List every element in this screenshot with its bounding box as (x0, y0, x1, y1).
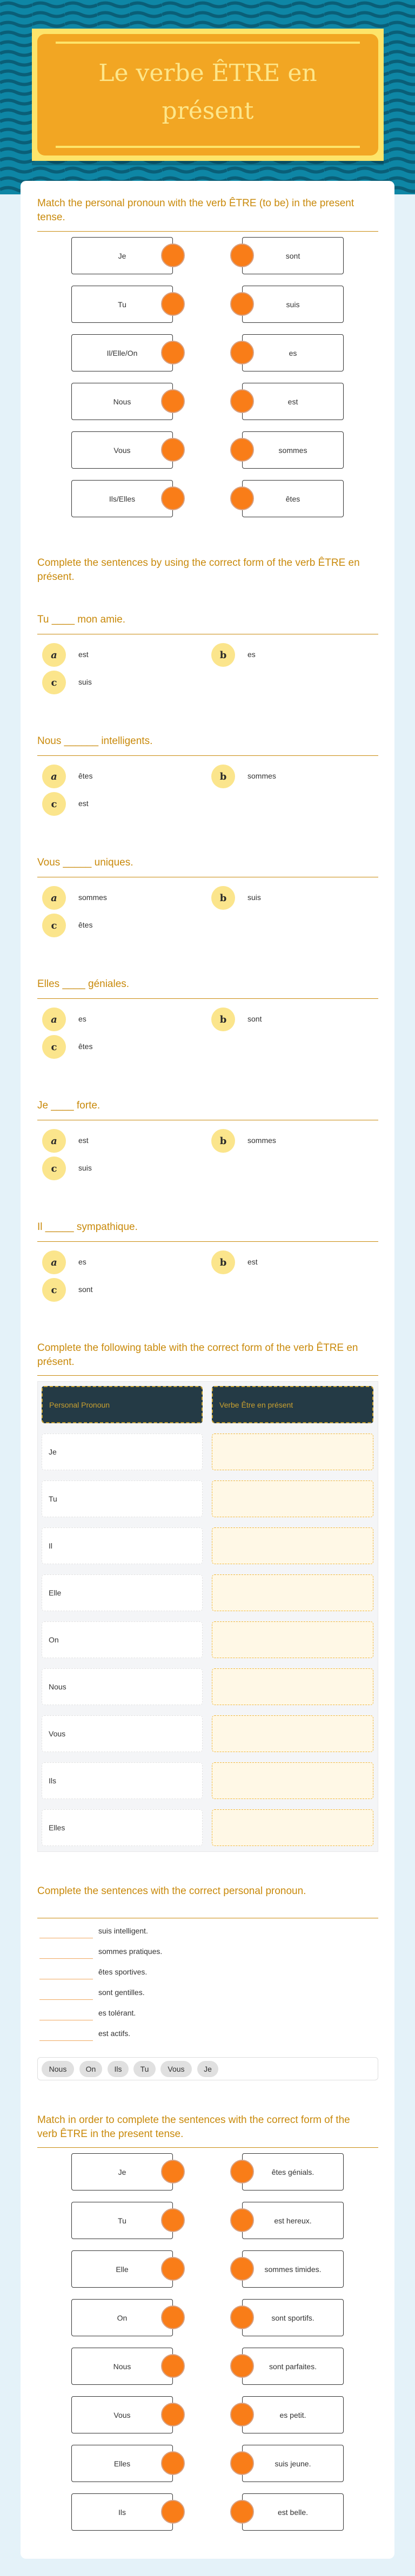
title-banner (32, 29, 384, 161)
match-right-item[interactable]: est (242, 383, 344, 420)
match-right-item[interactable]: es petit. (242, 2396, 344, 2433)
table-cell-pronoun: On (42, 1621, 203, 1658)
match-left-item[interactable]: Tu (71, 286, 173, 323)
question-text: Nous ______ intelligents. (37, 735, 153, 747)
match-left-connector[interactable] (161, 292, 185, 316)
match-right-item[interactable]: est belle. (242, 2493, 344, 2531)
question-text: Je ____ forte. (37, 1100, 101, 1111)
match-left-connector[interactable] (161, 2305, 185, 2329)
answer-blank[interactable] (39, 2013, 93, 2020)
section-3-title: Complete the following table with the correct form of the verb ÊTRE en présent. (37, 1342, 358, 1368)
word-chip[interactable]: Tu (133, 2061, 156, 2077)
match-right-connector[interactable] (230, 438, 254, 462)
table-header-verb: Verbe Être en présent (212, 1386, 373, 1423)
match-right-connector[interactable] (230, 292, 254, 316)
match-right-connector[interactable] (230, 2160, 254, 2183)
section-5-title: Match in order to complete the sentences with the correct form of the verb ÊTRE in the present tense. (37, 2114, 350, 2140)
match-left-item[interactable]: Elles (71, 2445, 173, 2482)
match-right-item[interactable]: est hereux. (242, 2202, 344, 2239)
match-right-item[interactable]: êtes (242, 480, 344, 517)
option-letter-c[interactable]: c (42, 792, 66, 816)
table-answer-dropzone[interactable] (212, 1762, 373, 1799)
option-letter-a[interactable]: a (42, 1250, 66, 1274)
table-answer-dropzone[interactable] (212, 1715, 373, 1752)
match-right-connector[interactable] (230, 2500, 254, 2524)
question-text: Elles ____ géniales. (37, 978, 130, 990)
match-right-connector[interactable] (230, 486, 254, 510)
option-letter-c[interactable]: c (42, 1278, 66, 1302)
section-4-title: Complete the sentences with the correct personal pronoun. (37, 1885, 306, 1897)
match-right-connector[interactable] (230, 2451, 254, 2475)
option-letter-a[interactable]: a (42, 765, 66, 788)
match-right-connector[interactable] (230, 2208, 254, 2232)
option-text[interactable]: es (78, 1015, 86, 1023)
match-left-item[interactable]: On (71, 2299, 173, 2336)
word-chip[interactable]: Nous (42, 2061, 74, 2077)
option-text[interactable]: suis (247, 893, 261, 902)
divider (37, 1241, 378, 1242)
match-left-item[interactable]: Il/Elle/On (71, 334, 173, 371)
option-letter-c[interactable]: c (42, 1157, 66, 1180)
match-left-item[interactable]: Elle (71, 2250, 173, 2288)
match-left-connector[interactable] (161, 2451, 185, 2475)
option-letter-a[interactable]: a (42, 643, 66, 667)
question-text: Tu ____ mon amie. (37, 614, 125, 625)
option-letter-b[interactable]: b (211, 886, 235, 910)
match-right-connector[interactable] (230, 244, 254, 267)
match-left-connector[interactable] (161, 2500, 185, 2524)
match-left-connector[interactable] (161, 389, 185, 413)
option-text[interactable]: sont (247, 1015, 262, 1023)
option-letter-b[interactable]: b (211, 765, 235, 788)
word-chip[interactable]: Je (197, 2061, 218, 2077)
table-cell-pronoun: Vous (42, 1715, 203, 1752)
match-left-item[interactable]: Ils (71, 2493, 173, 2531)
table-cell-pronoun: Je (42, 1434, 203, 1470)
match-left-item[interactable]: Ils/Elles (71, 480, 173, 517)
answer-blank[interactable] (39, 1972, 93, 1979)
match-right-item[interactable]: sont sportifs. (242, 2299, 344, 2336)
match-left-connector[interactable] (161, 486, 185, 510)
table-cell-pronoun: Nous (42, 1668, 203, 1705)
divider (37, 2147, 378, 2148)
option-text[interactable]: êtes (78, 1042, 93, 1051)
word-chip[interactable]: Ils (108, 2061, 129, 2077)
option-letter-b[interactable]: b (211, 643, 235, 667)
divider (37, 231, 378, 232)
answer-blank[interactable] (39, 1992, 93, 2000)
answer-blank[interactable] (39, 1951, 93, 1959)
table-header-pronoun: Personal Pronoun (42, 1386, 203, 1423)
table-answer-dropzone[interactable] (212, 1574, 373, 1611)
sentence-text: êtes sportives. (98, 1968, 148, 1976)
match-left-item[interactable]: Nous (71, 383, 173, 420)
table-cell-pronoun: Elle (42, 1574, 203, 1611)
option-text[interactable]: êtes (78, 772, 93, 780)
option-letter-a[interactable]: a (42, 1129, 66, 1153)
sentence-text: es tolérant. (98, 2009, 136, 2017)
match-right-item[interactable]: êtes génials. (242, 2153, 344, 2190)
option-letter-c[interactable]: c (42, 914, 66, 937)
section-2-title: Complete the sentences by using the correct form of the verb ÊTRE en présent. (37, 557, 360, 583)
option-text[interactable]: est (247, 1257, 258, 1266)
table-cell-pronoun: Tu (42, 1480, 203, 1517)
match-right-connector[interactable] (230, 2257, 254, 2281)
option-letter-c[interactable]: c (42, 671, 66, 694)
match-left-item[interactable]: Je (71, 2153, 173, 2190)
table-cell-pronoun: Il (42, 1527, 203, 1564)
question-text: Vous _____ uniques. (37, 857, 133, 868)
sentence-text: sommes pratiques. (98, 1947, 163, 1956)
match-left-item[interactable]: Nous (71, 2348, 173, 2385)
table-answer-dropzone[interactable] (212, 1621, 373, 1658)
match-left-connector[interactable] (161, 2354, 185, 2378)
match-right-connector[interactable] (230, 389, 254, 413)
match-left-item[interactable]: Vous (71, 2396, 173, 2433)
sentence-text: suis intelligent. (98, 1926, 148, 1935)
option-text[interactable]: est (78, 650, 89, 659)
match-right-item[interactable]: es (242, 334, 344, 371)
match-right-connector[interactable] (230, 341, 254, 364)
sentence-text: est actifs. (98, 2029, 131, 2038)
match-right-item[interactable]: sont (242, 237, 344, 274)
match-right-connector[interactable] (230, 2403, 254, 2426)
option-text[interactable]: suis (78, 1164, 92, 1172)
option-text[interactable]: sommes (78, 893, 107, 902)
table-answer-dropzone[interactable] (212, 1480, 373, 1517)
match-right-item[interactable]: suis (242, 286, 344, 323)
section-1-title: Match the personal pronoun with the verb ÊTRE (to be) in the present tense. (37, 198, 354, 223)
match-left-item[interactable]: Je (71, 237, 173, 274)
option-text[interactable]: est (78, 799, 89, 808)
option-letter-b[interactable]: b (211, 1250, 235, 1274)
title-line-1: Le verbe ÊTRE en (98, 59, 317, 87)
table-answer-dropzone[interactable] (212, 1434, 373, 1470)
match-left-connector[interactable] (161, 244, 185, 267)
match-left-connector[interactable] (161, 2160, 185, 2183)
match-right-item[interactable]: sommes timides. (242, 2250, 344, 2288)
match-right-item[interactable]: sommes (242, 431, 344, 469)
option-letter-c[interactable]: c (42, 1035, 66, 1059)
match-left-connector[interactable] (161, 2257, 185, 2281)
option-text[interactable]: sont (78, 1285, 93, 1294)
table-answer-dropzone[interactable] (212, 1527, 373, 1564)
answer-blank[interactable] (39, 1931, 93, 1938)
sentence-text: sont gentilles. (98, 1988, 145, 1997)
table-cell-pronoun: Elles (42, 1809, 203, 1846)
divider (37, 1375, 378, 1376)
option-text[interactable]: es (78, 1257, 86, 1266)
match-right-item[interactable]: sont parfaites. (242, 2348, 344, 2385)
match-left-connector[interactable] (161, 341, 185, 364)
table-cell-pronoun: Ils (42, 1762, 203, 1799)
page-title (32, 55, 384, 130)
option-text[interactable]: suis (78, 678, 92, 686)
word-chip[interactable]: Vous (160, 2061, 192, 2077)
title-line-2: présent (162, 97, 254, 125)
table-answer-dropzone[interactable] (212, 1809, 373, 1846)
match-left-connector[interactable] (161, 2403, 185, 2426)
word-chip[interactable]: On (79, 2061, 102, 2077)
match-left-connector[interactable] (161, 438, 185, 462)
option-text[interactable]: sommes (247, 772, 276, 780)
option-text[interactable]: est (78, 1136, 89, 1145)
divider (37, 755, 378, 756)
match-right-connector[interactable] (230, 2354, 254, 2378)
match-right-item[interactable]: suis jeune. (242, 2445, 344, 2482)
option-letter-a[interactable]: a (42, 886, 66, 910)
match-left-item[interactable]: Tu (71, 2202, 173, 2239)
option-text[interactable]: sommes (247, 1136, 276, 1145)
option-letter-b[interactable]: b (211, 1129, 235, 1153)
divider (37, 998, 378, 999)
table-answer-dropzone[interactable] (212, 1668, 373, 1705)
option-text[interactable]: êtes (78, 921, 93, 929)
match-right-connector[interactable] (230, 2305, 254, 2329)
option-text[interactable]: es (247, 650, 256, 659)
option-letter-b[interactable]: b (211, 1008, 235, 1031)
match-left-connector[interactable] (161, 2208, 185, 2232)
match-left-item[interactable]: Vous (71, 431, 173, 469)
question-text: Il _____ sympathique. (37, 1221, 138, 1233)
answer-blank[interactable] (39, 2033, 93, 2041)
option-letter-a[interactable]: a (42, 1008, 66, 1031)
